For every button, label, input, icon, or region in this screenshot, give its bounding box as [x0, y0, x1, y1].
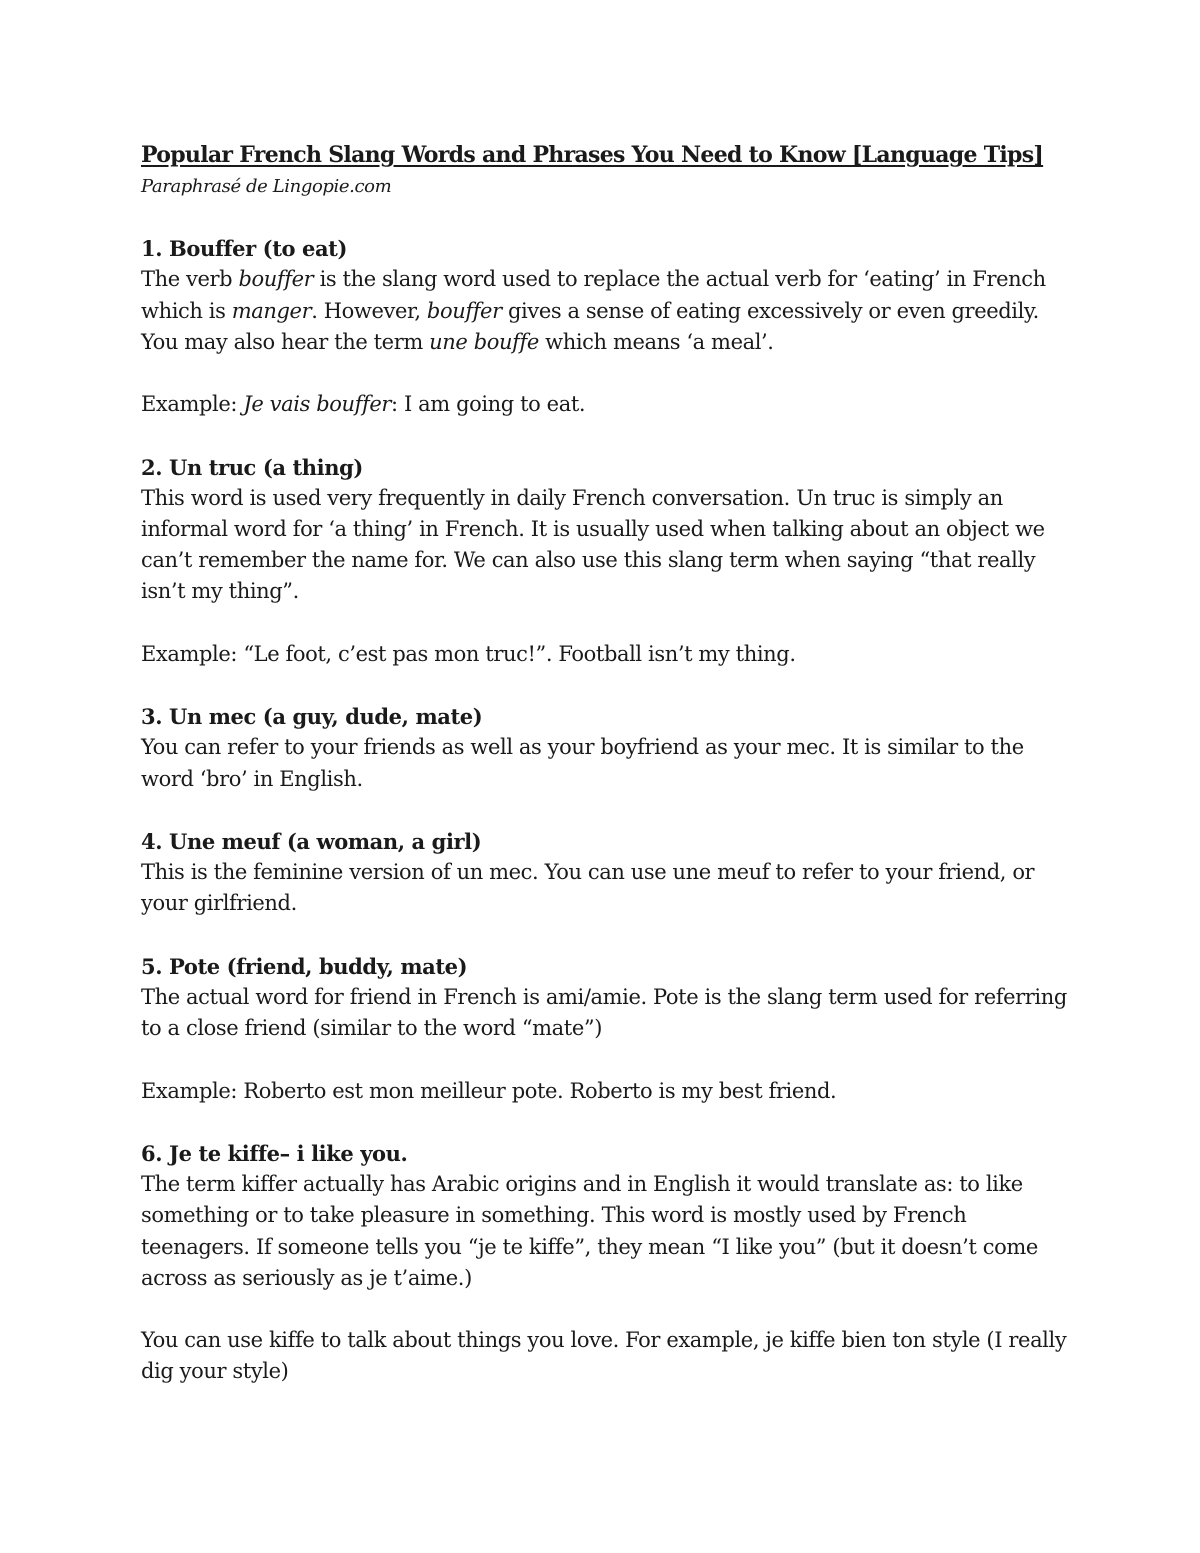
text-run: : I am going to eat.	[391, 392, 586, 417]
section-mec	[141, 701, 1071, 795]
section-heading: 6. Je te kiffe– i like you.	[141, 1140, 408, 1166]
section-heading: 4. Une meuf (a woman, a girl)	[141, 828, 482, 854]
text-run: which means ‘a meal’.	[538, 329, 774, 354]
text-run: The verb	[141, 267, 239, 292]
section-paragraph: The actual word for friend in French is ami/amie. Pote is the slang term used for referring to a close friend (similar to the word “mate”)	[141, 984, 1067, 1041]
italic-term: bouffer	[426, 298, 502, 323]
section-paragraph	[141, 264, 1071, 358]
italic-term: une bouffe	[429, 329, 539, 354]
italic-term: Je vais bouffer	[243, 392, 392, 417]
text-run: is the slang word used to replace the actual verb for ‘eating’ in French which is	[141, 267, 1046, 323]
section-heading: 1. Bouffer (to eat)	[141, 236, 348, 262]
section-example: Example: “Le foot, c’est pas mon truc!”. Football isn’t my thing.	[141, 641, 796, 666]
section-paragraph: The term kiffer actually has Arabic origins and in English it would translate as: to like something or to take pleasure in something. This word is mostly used by French teenagers. If someone tells you “je te kiffe”, they mean “I like you” (but it doesn’t come across as seriously as je t’aime.)	[141, 1172, 1038, 1290]
section-paragraph: You can refer to your friends as well as your boyfriend as your mec. It is similar to the word ‘bro’ in English.	[141, 735, 1024, 791]
example-label: Example:	[141, 392, 244, 417]
section-extra-paragraph: You can use kiffe to talk about things you love. For example, je kiffe bien ton style (I really dig your style)	[141, 1328, 1067, 1384]
section-truc	[141, 452, 1071, 670]
section-example	[141, 389, 1071, 420]
document-page	[141, 138, 1071, 1388]
text-run: gives a sense of eating excessively or even greedily. You may also hear the term	[141, 298, 1039, 354]
italic-term: manger	[231, 298, 312, 323]
section-heading: 3. Un mec (a guy, dude, mate)	[141, 704, 483, 730]
section-kiffe	[141, 1138, 1071, 1388]
document-subtitle: Paraphrasé de Lingopie.com	[141, 176, 392, 197]
section-heading: 5. Pote (friend, buddy, mate)	[141, 953, 468, 979]
section-pote	[141, 951, 1071, 1107]
document-title: Popular French Slang Words and Phrases You Need to Know [Language Tips]	[141, 142, 1044, 168]
section-paragraph: This is the feminine version of un mec. You can use une meuf to refer to your friend, or your girlfriend.	[141, 860, 1035, 916]
section-paragraph: This word is used very frequently in daily French conversation. Un truc is simply an informal word for ‘a thing’ in French. It is usually used when talking about an object we can’t remember the name for. We can also use this slang term when saying “that really isn’t my thing”.	[141, 485, 1045, 604]
italic-term: bouffer	[238, 267, 314, 292]
section-heading: 2. Un truc (a thing)	[141, 454, 363, 480]
section-bouffer	[141, 233, 1071, 420]
text-run: . However,	[311, 298, 427, 323]
section-example: Example: Roberto est mon meilleur pote. Roberto is my best friend.	[141, 1078, 837, 1103]
section-meuf	[141, 826, 1071, 920]
